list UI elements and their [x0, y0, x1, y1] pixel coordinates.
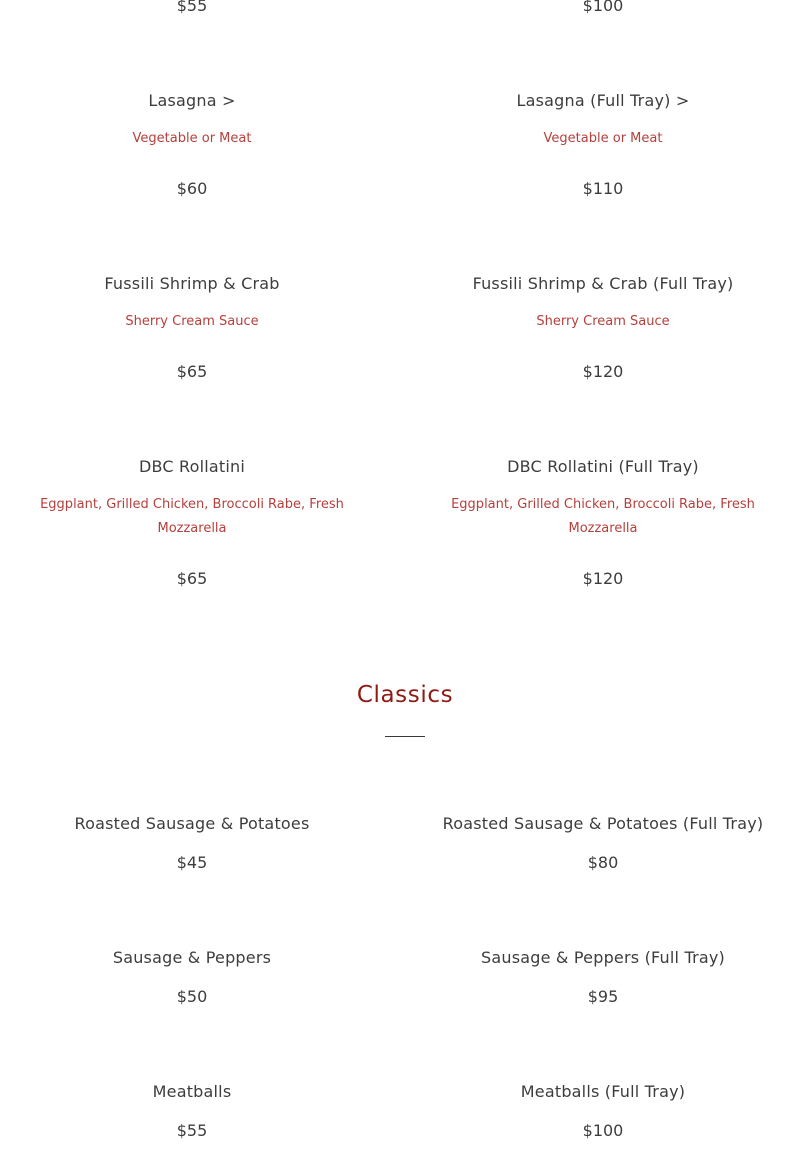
menu-item-price: $55	[176, 0, 208, 15]
menu-item-name: DBC Rollatini (Full Tray)	[507, 457, 699, 476]
menu-item-price: $120	[582, 569, 624, 588]
menu-item-description: Sherry Cream Sauce	[536, 314, 670, 329]
menu-item-price: $55	[176, 1121, 208, 1140]
menu-item-price: $65	[176, 362, 208, 381]
menu-item-name: Fussili Shrimp & Crab	[104, 274, 280, 293]
menu-item-name: Meatballs	[152, 1082, 232, 1101]
menu-item-price: $110	[582, 179, 624, 198]
menu-item-description: Eggplant, Grilled Chicken, Broccoli Rabe, Fresh Mozzarella	[40, 497, 344, 536]
menu-item-description: Vegetable or Meat	[132, 131, 252, 146]
menu-item-name-link[interactable]: Lasagna >	[148, 91, 236, 110]
menu-item-price: $45	[176, 853, 208, 872]
menu-item-name: Sausage & Peppers (Full Tray)	[481, 948, 725, 967]
menu-item-price: $120	[582, 362, 624, 381]
menu-item-name-link[interactable]: Lasagna (Full Tray) >	[516, 91, 690, 110]
menu-item-price: $95	[587, 987, 619, 1006]
menu-item-price: $100	[582, 1121, 624, 1140]
menu-item-name: Roasted Sausage & Potatoes	[74, 814, 310, 833]
menu-item-description: Eggplant, Grilled Chicken, Broccoli Rabe, Fresh Mozzarella	[451, 497, 755, 536]
menu-item-description: Sherry Cream Sauce	[125, 314, 259, 329]
menu-item-price: $80	[587, 853, 619, 872]
menu-item-name: Meatballs (Full Tray)	[520, 1082, 686, 1101]
menu-item-price: $100	[582, 0, 624, 15]
section-title-classics: Classics	[356, 682, 454, 708]
menu-item-description: Vegetable or Meat	[543, 131, 663, 146]
menu-item-price: $50	[176, 987, 208, 1006]
menu-item-name: Sausage & Peppers	[112, 948, 272, 967]
menu-item-name: Fussili Shrimp & Crab (Full Tray)	[472, 274, 734, 293]
menu-item-name: DBC Rollatini	[138, 457, 246, 476]
menu-item-price: $65	[176, 569, 208, 588]
menu-item-name: Roasted Sausage & Potatoes (Full Tray)	[442, 814, 764, 833]
menu-item-price: $60	[176, 179, 208, 198]
section-divider	[385, 736, 425, 737]
